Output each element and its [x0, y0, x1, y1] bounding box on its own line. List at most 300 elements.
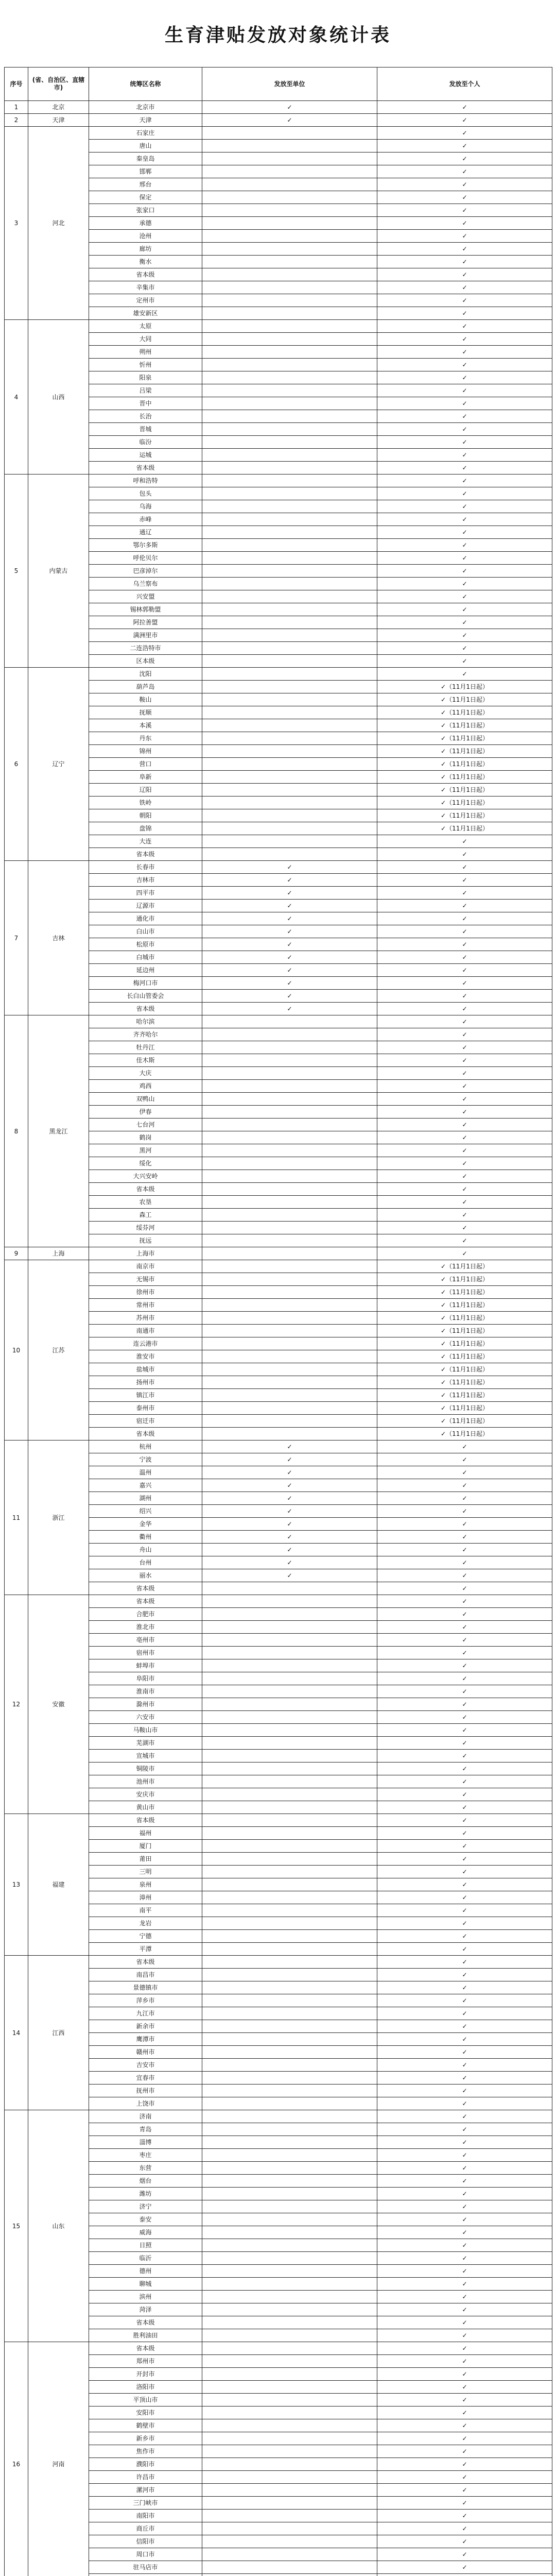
unit-cell — [202, 449, 377, 462]
unit-cell — [202, 2394, 377, 2406]
person-cell: ✓ — [377, 487, 552, 500]
area-cell: 长白山管委会 — [89, 990, 202, 1003]
unit-cell — [202, 2149, 377, 2162]
area-cell: 苏州市 — [89, 1312, 202, 1325]
person-cell: ✓ — [377, 1595, 552, 1608]
unit-cell — [202, 2381, 377, 2394]
unit-cell — [202, 1969, 377, 1981]
area-cell: 平顶山市 — [89, 2394, 202, 2406]
person-cell: ✓ — [377, 938, 552, 951]
person-cell: ✓ — [377, 655, 552, 668]
unit-cell: ✓ — [202, 1453, 377, 1466]
area-cell: 莆田 — [89, 1853, 202, 1866]
unit-cell — [202, 1222, 377, 1234]
area-cell: 满洲里市 — [89, 629, 202, 642]
person-cell: ✓（11月1日起） — [377, 1402, 552, 1415]
province-cell: 福建 — [28, 1814, 89, 1956]
area-cell: 泉州 — [89, 1878, 202, 1891]
unit-cell — [202, 2419, 377, 2432]
province-cell: 河南 — [28, 2342, 89, 2576]
person-cell: ✓ — [377, 2342, 552, 2355]
area-cell: 嘉兴 — [89, 1479, 202, 1492]
area-cell: 菏泽 — [89, 2303, 202, 2316]
person-cell: ✓ — [377, 2484, 552, 2497]
table-row — [5, 1260, 552, 1273]
unit-cell — [202, 616, 377, 629]
area-cell: 无锡市 — [89, 1273, 202, 1286]
unit-cell: ✓ — [202, 1505, 377, 1518]
area-cell: 驻马店市 — [89, 2561, 202, 2574]
person-cell: ✓ — [377, 140, 552, 152]
table-row — [5, 2110, 552, 2123]
area-cell: 烟台 — [89, 2175, 202, 2188]
seq-cell: 7 — [5, 861, 28, 1015]
province-cell: 吉林 — [28, 861, 89, 1015]
area-cell: 蚌埠市 — [89, 1659, 202, 1672]
person-cell: ✓ — [377, 1028, 552, 1041]
area-cell: 邯郸 — [89, 165, 202, 178]
table-row — [5, 861, 552, 874]
unit-cell: ✓ — [202, 951, 377, 964]
unit-cell — [202, 1788, 377, 1801]
area-cell: 秦皇岛 — [89, 152, 202, 165]
area-cell — [89, 2574, 202, 2576]
area-cell: 三门峡市 — [89, 2497, 202, 2510]
area-cell: 省本级 — [89, 1582, 202, 1595]
unit-cell: ✓ — [202, 1544, 377, 1556]
unit-cell — [202, 1415, 377, 1428]
person-cell: ✓ — [377, 1466, 552, 1479]
person-cell: ✓ — [377, 191, 552, 204]
person-cell: ✓ — [377, 2510, 552, 2522]
person-cell: ✓ — [377, 1041, 552, 1054]
unit-cell — [202, 758, 377, 771]
person-cell: ✓（11月1日起） — [377, 1312, 552, 1325]
unit-cell — [202, 693, 377, 706]
province-cell: 安徽 — [28, 1595, 89, 1814]
area-cell: 佳木斯 — [89, 1054, 202, 1067]
area-cell: 马鞍山市 — [89, 1724, 202, 1737]
unit-cell — [202, 2162, 377, 2175]
unit-cell — [202, 487, 377, 500]
person-cell: ✓ — [377, 1505, 552, 1518]
unit-cell — [202, 2355, 377, 2368]
person-cell: ✓ — [377, 2252, 552, 2265]
province-cell: 上海 — [28, 1247, 89, 1260]
person-cell: ✓ — [377, 1144, 552, 1157]
person-cell: ✓ — [377, 1853, 552, 1866]
person-cell: ✓（11月1日起） — [377, 1325, 552, 1337]
person-cell: ✓ — [377, 307, 552, 320]
unit-cell — [202, 771, 377, 784]
area-cell: 省本级 — [89, 1183, 202, 1196]
area-cell: 省本级 — [89, 1003, 202, 1015]
person-cell: ✓ — [377, 1930, 552, 1943]
area-cell: 辽源市 — [89, 900, 202, 912]
unit-cell — [202, 1209, 377, 1222]
unit-cell: ✓ — [202, 990, 377, 1003]
area-cell: 葫芦岛 — [89, 681, 202, 693]
area-cell: 抚州市 — [89, 2084, 202, 2097]
unit-cell — [202, 1685, 377, 1698]
unit-cell — [202, 1981, 377, 1994]
province-cell: 辽宁 — [28, 668, 89, 861]
person-cell: ✓ — [377, 2497, 552, 2510]
person-cell: ✓ — [377, 1917, 552, 1930]
unit-cell — [202, 2136, 377, 2149]
area-cell: 南平 — [89, 1904, 202, 1917]
unit-cell — [202, 1943, 377, 1956]
area-cell: 济南 — [89, 2110, 202, 2123]
area-cell: 大兴安岭 — [89, 1170, 202, 1183]
person-cell: ✓ — [377, 1866, 552, 1878]
person-cell: ✓ — [377, 900, 552, 912]
unit-cell — [202, 1247, 377, 1260]
area-cell: 丽水 — [89, 1569, 202, 1582]
person-cell: ✓ — [377, 1737, 552, 1750]
person-cell: ✓ — [377, 1479, 552, 1492]
area-cell: 龙岩 — [89, 1917, 202, 1930]
unit-cell: ✓ — [202, 1466, 377, 1479]
person-cell: ✓ — [377, 1569, 552, 1582]
area-cell: 北京市 — [89, 101, 202, 114]
unit-cell — [202, 1389, 377, 1402]
unit-cell — [202, 2497, 377, 2510]
person-cell: ✓ — [377, 178, 552, 191]
person-cell: ✓ — [377, 243, 552, 256]
province-cell: 浙江 — [28, 1440, 89, 1595]
area-cell: 芜湖市 — [89, 1737, 202, 1750]
person-cell: ✓ — [377, 1544, 552, 1556]
area-cell: 亳州市 — [89, 1634, 202, 1647]
unit-cell — [202, 1015, 377, 1028]
person-cell: ✓ — [377, 152, 552, 165]
unit-cell — [202, 1093, 377, 1106]
province-cell: 天津 — [28, 114, 89, 127]
person-cell: ✓ — [377, 2522, 552, 2535]
person-cell: ✓ — [377, 268, 552, 281]
area-cell: 沈阳 — [89, 668, 202, 681]
unit-cell: ✓ — [202, 1479, 377, 1492]
unit-cell — [202, 1994, 377, 2007]
unit-cell: ✓ — [202, 861, 377, 874]
area-cell: 鞍山 — [89, 693, 202, 706]
unit-cell — [202, 2445, 377, 2458]
unit-cell — [202, 191, 377, 204]
area-cell: 哈尔滨 — [89, 1015, 202, 1028]
table-row — [5, 320, 552, 333]
unit-cell — [202, 2368, 377, 2381]
area-cell: 南昌市 — [89, 1969, 202, 1981]
unit-cell — [202, 2239, 377, 2252]
unit-cell — [202, 1737, 377, 1750]
unit-cell — [202, 1260, 377, 1273]
area-cell: 胜利油田 — [89, 2329, 202, 2342]
person-cell: ✓ — [377, 2381, 552, 2394]
area-cell: 包头 — [89, 487, 202, 500]
area-cell: 济宁 — [89, 2200, 202, 2213]
unit-cell — [202, 1312, 377, 1325]
unit-cell — [202, 1956, 377, 1969]
person-cell: ✓ — [377, 1762, 552, 1775]
person-cell: ✓ — [377, 629, 552, 642]
area-cell: 本溪 — [89, 719, 202, 732]
area-cell: 阜新 — [89, 771, 202, 784]
area-cell: 景德镇市 — [89, 1981, 202, 1994]
person-cell: ✓ — [377, 1659, 552, 1672]
unit-cell — [202, 1814, 377, 1827]
unit-cell — [202, 1904, 377, 1917]
area-cell: 朝阳 — [89, 809, 202, 822]
seq-cell: 15 — [5, 2110, 28, 2342]
person-cell: ✓ — [377, 2123, 552, 2136]
person-cell: ✓ — [377, 2329, 552, 2342]
unit-cell — [202, 835, 377, 848]
person-cell: ✓ — [377, 977, 552, 990]
seq-cell: 1 — [5, 101, 28, 114]
unit-cell — [202, 140, 377, 152]
unit-cell — [202, 2303, 377, 2316]
area-cell: 双鸭山 — [89, 1093, 202, 1106]
area-cell: 潍坊 — [89, 2188, 202, 2200]
person-cell: ✓ — [377, 114, 552, 127]
unit-cell: ✓ — [202, 1518, 377, 1531]
unit-cell: ✓ — [202, 977, 377, 990]
person-cell: ✓ — [377, 101, 552, 114]
person-cell: ✓ — [377, 1685, 552, 1698]
table-body — [5, 101, 552, 2576]
unit-cell — [202, 294, 377, 307]
unit-cell — [202, 578, 377, 590]
person-cell: ✓ — [377, 835, 552, 848]
person-cell: ✓（11月1日起） — [377, 1363, 552, 1376]
unit-cell — [202, 1402, 377, 1415]
person-cell: ✓ — [377, 1106, 552, 1118]
seq-cell: 9 — [5, 1247, 28, 1260]
person-cell: ✓（11月1日起） — [377, 1260, 552, 1273]
unit-cell — [202, 2510, 377, 2522]
person-cell: ✓ — [377, 1247, 552, 1260]
area-cell: 铁岭 — [89, 796, 202, 809]
person-cell — [377, 2574, 552, 2576]
person-cell: ✓ — [377, 500, 552, 513]
area-cell: 定州市 — [89, 294, 202, 307]
person-cell: ✓ — [377, 1003, 552, 1015]
person-cell: ✓ — [377, 2149, 552, 2162]
area-cell: 滁州市 — [89, 1698, 202, 1711]
unit-cell — [202, 281, 377, 294]
area-cell: 赣州市 — [89, 2046, 202, 2059]
unit-cell — [202, 307, 377, 320]
area-cell: 抚顺 — [89, 706, 202, 719]
person-cell: ✓ — [377, 668, 552, 681]
area-cell: 徐州市 — [89, 1286, 202, 1299]
area-cell: 兴安盟 — [89, 590, 202, 603]
unit-cell — [202, 1350, 377, 1363]
area-cell: 威海 — [89, 2226, 202, 2239]
area-cell: 洛阳市 — [89, 2381, 202, 2394]
person-cell: ✓ — [377, 2471, 552, 2484]
unit-cell — [202, 1840, 377, 1853]
unit-cell — [202, 1595, 377, 1608]
area-cell: 扬州市 — [89, 1376, 202, 1389]
area-cell: 省本级 — [89, 268, 202, 281]
unit-cell: ✓ — [202, 964, 377, 977]
area-cell: 唐山 — [89, 140, 202, 152]
area-cell: 九江市 — [89, 2007, 202, 2020]
person-cell: ✓ — [377, 1518, 552, 1531]
area-cell: 邢台 — [89, 178, 202, 191]
area-cell: 许昌市 — [89, 2471, 202, 2484]
unit-cell — [202, 1325, 377, 1337]
unit-cell — [202, 642, 377, 655]
area-cell: 镇江市 — [89, 1389, 202, 1402]
unit-cell: ✓ — [202, 1003, 377, 1015]
unit-cell — [202, 1917, 377, 1930]
seq-cell: 10 — [5, 1260, 28, 1440]
unit-cell — [202, 1144, 377, 1157]
unit-cell — [202, 1183, 377, 1196]
unit-cell: ✓ — [202, 912, 377, 925]
table-header-row — [5, 67, 552, 101]
person-cell: ✓ — [377, 2136, 552, 2149]
unit-cell: ✓ — [202, 874, 377, 887]
unit-cell — [202, 462, 377, 474]
person-cell: ✓ — [377, 1453, 552, 1466]
unit-cell — [202, 2574, 377, 2576]
person-cell: ✓ — [377, 1608, 552, 1621]
area-cell: 安庆市 — [89, 1788, 202, 1801]
area-cell: 乌兰察布 — [89, 578, 202, 590]
unit-cell — [202, 1106, 377, 1118]
unit-cell: ✓ — [202, 1440, 377, 1453]
person-cell: ✓ — [377, 1440, 552, 1453]
table-row — [5, 2342, 552, 2355]
person-cell: ✓ — [377, 925, 552, 938]
person-cell: ✓ — [377, 333, 552, 346]
table-row — [5, 1814, 552, 1827]
unit-cell — [202, 603, 377, 616]
unit-cell — [202, 320, 377, 333]
unit-cell — [202, 2097, 377, 2110]
unit-cell — [202, 2188, 377, 2200]
person-cell: ✓ — [377, 217, 552, 230]
unit-cell — [202, 2175, 377, 2188]
person-cell: ✓（11月1日起） — [377, 758, 552, 771]
unit-cell — [202, 204, 377, 217]
unit-cell — [202, 784, 377, 796]
unit-cell — [202, 2548, 377, 2561]
area-cell: 泰安 — [89, 2213, 202, 2226]
unit-cell — [202, 1131, 377, 1144]
area-cell: 吉林市 — [89, 874, 202, 887]
table-row — [5, 474, 552, 487]
area-cell: 盐城市 — [89, 1363, 202, 1376]
unit-cell — [202, 2033, 377, 2046]
person-cell: ✓ — [377, 2084, 552, 2097]
person-cell: ✓ — [377, 2265, 552, 2278]
area-cell: 安阳市 — [89, 2406, 202, 2419]
person-cell: ✓ — [377, 256, 552, 268]
area-cell: 上海市 — [89, 1247, 202, 1260]
person-cell: ✓ — [377, 2561, 552, 2574]
area-cell: 伊春 — [89, 1106, 202, 1118]
unit-cell — [202, 2316, 377, 2329]
person-cell: ✓ — [377, 1788, 552, 1801]
area-cell: 阿拉善盟 — [89, 616, 202, 629]
area-cell: 梅河口市 — [89, 977, 202, 990]
person-cell: ✓ — [377, 1698, 552, 1711]
person-cell: ✓ — [377, 1672, 552, 1685]
person-cell: ✓（11月1日起） — [377, 1428, 552, 1440]
person-cell: ✓ — [377, 1969, 552, 1981]
unit-cell — [202, 230, 377, 243]
unit-cell — [202, 2342, 377, 2355]
area-cell: 廊坊 — [89, 243, 202, 256]
person-cell: ✓ — [377, 1118, 552, 1131]
area-cell: 南通市 — [89, 1325, 202, 1337]
unit-cell — [202, 217, 377, 230]
area-cell: 宣城市 — [89, 1750, 202, 1762]
seq-cell: 8 — [5, 1015, 28, 1247]
area-cell: 锡林郭勒盟 — [89, 603, 202, 616]
area-cell: 黄山市 — [89, 1801, 202, 1814]
seq-cell: 16 — [5, 2342, 28, 2576]
area-cell: 辽阳 — [89, 784, 202, 796]
person-cell: ✓（11月1日起） — [377, 1415, 552, 1428]
area-cell: 省本级 — [89, 848, 202, 861]
area-cell: 乌海 — [89, 500, 202, 513]
person-cell: ✓ — [377, 449, 552, 462]
area-cell: 临汾 — [89, 436, 202, 449]
unit-cell — [202, 526, 377, 539]
area-cell: 大同 — [89, 333, 202, 346]
person-cell: ✓ — [377, 2432, 552, 2445]
person-cell: ✓ — [377, 2239, 552, 2252]
person-cell: ✓ — [377, 1750, 552, 1762]
table-row — [5, 1247, 552, 1260]
area-cell: 吕梁 — [89, 384, 202, 397]
unit-cell — [202, 333, 377, 346]
person-cell: ✓ — [377, 2316, 552, 2329]
person-cell: ✓ — [377, 964, 552, 977]
area-cell: 雄安新区 — [89, 307, 202, 320]
header-seq: 序号 — [5, 67, 28, 101]
area-cell: 鸡西 — [89, 1080, 202, 1093]
unit-cell — [202, 1028, 377, 1041]
unit-cell — [202, 1299, 377, 1312]
area-cell: 锦州 — [89, 745, 202, 758]
person-cell: ✓（11月1日起） — [377, 681, 552, 693]
unit-cell — [202, 165, 377, 178]
unit-cell — [202, 152, 377, 165]
area-cell: 延边州 — [89, 964, 202, 977]
area-cell: 日照 — [89, 2239, 202, 2252]
area-cell: 保定 — [89, 191, 202, 204]
unit-cell — [202, 732, 377, 745]
table-row — [5, 668, 552, 681]
area-cell: 长治 — [89, 410, 202, 423]
unit-cell — [202, 2046, 377, 2059]
area-cell: 七台河 — [89, 1118, 202, 1131]
unit-cell — [202, 2522, 377, 2535]
unit-cell — [202, 2059, 377, 2072]
person-cell: ✓ — [377, 1840, 552, 1853]
area-cell: 运城 — [89, 449, 202, 462]
area-cell: 鹤岗 — [89, 1131, 202, 1144]
person-cell: ✓ — [377, 513, 552, 526]
area-cell: 枣庄 — [89, 2149, 202, 2162]
